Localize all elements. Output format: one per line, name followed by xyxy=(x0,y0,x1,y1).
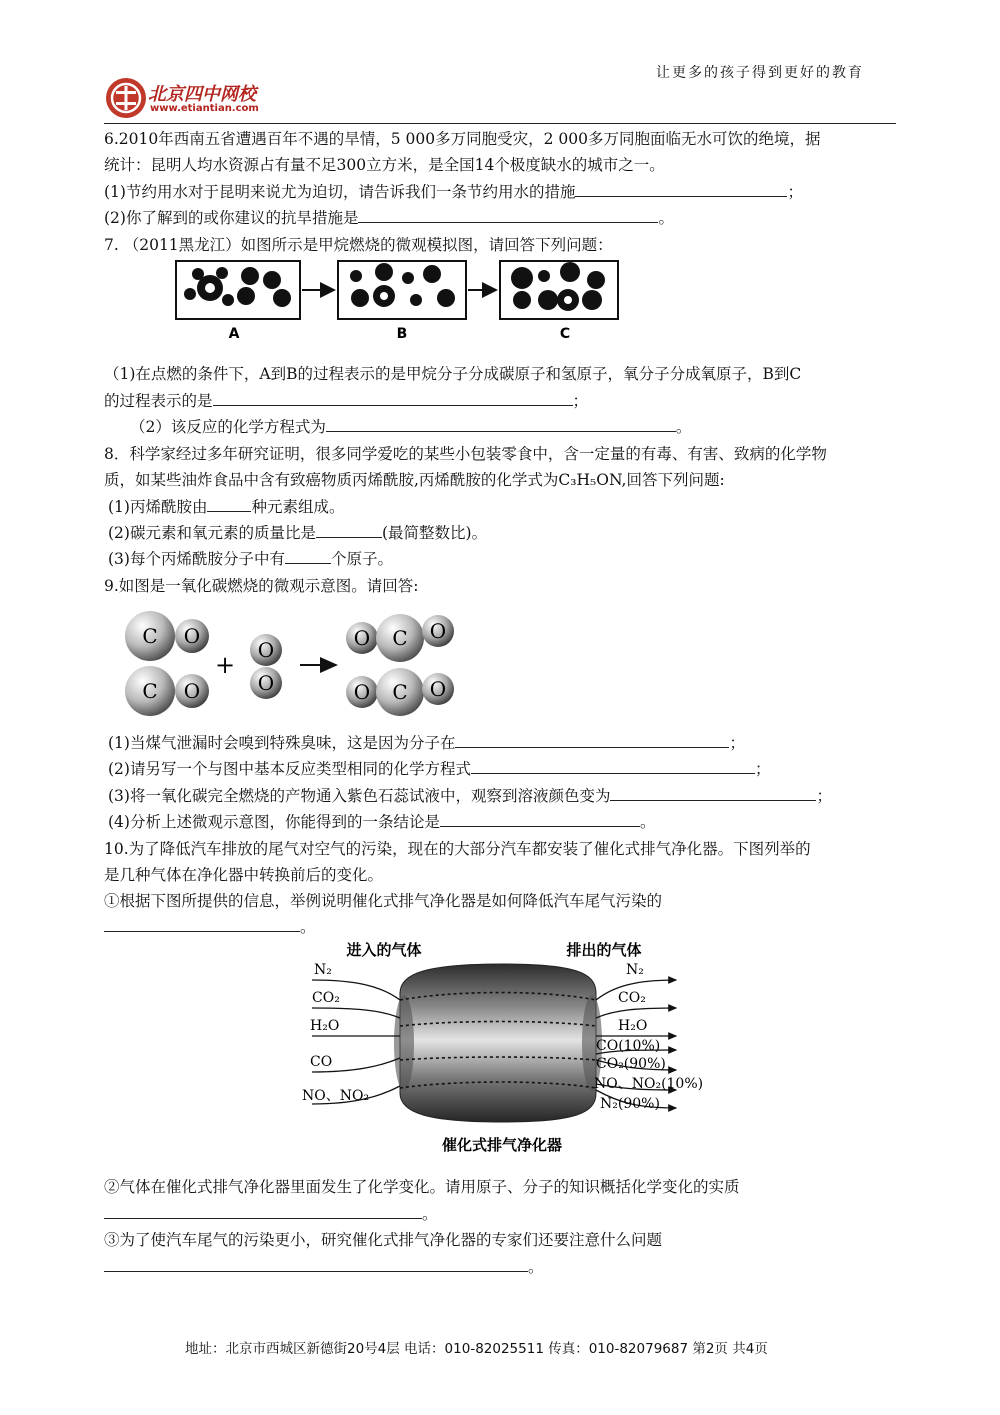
output-gas-co: CO(10%) xyxy=(596,1038,661,1054)
q9-part4 xyxy=(108,811,655,833)
input-gas-h2o: H₂O xyxy=(310,1018,340,1034)
q9-part3 xyxy=(108,785,832,807)
q7-part1a: （1)在点燃的条件下，A到B的过程表示的是甲烷分子分成碳原子和氢原子，氧分子分成氧原子，B到C xyxy=(104,365,802,383)
q10-step2-end: 。 xyxy=(422,1205,438,1223)
input-gas-co: CO xyxy=(310,1054,333,1070)
q10-line2: 是几种气体在净化器中转换前后的变化。 xyxy=(104,866,384,884)
q9-part1-end: ； xyxy=(729,734,745,752)
q7-title: 7. （2011黑龙江）如图所示是甲烷燃烧的微观模拟图，请回答下列问题： xyxy=(104,236,613,254)
diagram-caption: 催化式排气净化器 xyxy=(441,1136,563,1154)
header-divider xyxy=(104,123,896,124)
q9-title: 9.如图是一氧化碳燃烧的微观示意图。请回答: xyxy=(104,577,419,595)
plus-sign: + xyxy=(214,651,236,679)
diagram-in-title: 进入的气体 xyxy=(346,941,422,959)
logo-title: 北京四中网校 xyxy=(148,84,256,105)
q7-part1-blank[interactable] xyxy=(213,391,573,406)
catalytic-converter-diagram xyxy=(296,938,708,1160)
q6-part2-text: (2)你了解到的或你建议的抗旱措施是 xyxy=(104,209,359,227)
q8-line1: 8．科学家经过多年研究证明，很多同学爱吃的某些小包装零食中，含一定量的有毒、有害、致病的化学物 xyxy=(104,445,827,463)
q9-part4-text: (4)分析上述微观示意图，你能得到的一条结论是 xyxy=(108,813,440,831)
q8-part3-tail: 个原子。 xyxy=(330,550,393,568)
q6-part1-blank[interactable] xyxy=(575,182,787,197)
atom-c-label: C xyxy=(142,624,158,648)
q9-part4-end: 。 xyxy=(639,813,656,831)
output-gas-n2-converted: N₂(90%) xyxy=(600,1096,660,1112)
diagram-label-b: B xyxy=(396,326,408,342)
output-gas-n2: N₂ xyxy=(626,962,644,978)
q6-part1 xyxy=(104,181,803,203)
q9-part3-text: (3)将一氧化碳完全燃烧的产物通入紫色石蕊试液中，观察到溶液颜色变为 xyxy=(108,787,611,805)
q10-step1: ①根据下图所提供的信息，举例说明催化式排气净化器是如何降低汽车尾气污染的 xyxy=(104,892,663,910)
q7-part1b xyxy=(104,390,588,412)
atom-c-label: C xyxy=(142,679,158,703)
atom-o-label: O xyxy=(183,679,201,703)
q8-part3 xyxy=(108,548,393,570)
q6-part1-end: ； xyxy=(787,183,803,201)
q6-line2: 统计：昆明人均水资源占有量不足300立方米，是全国14个极度缺水的城市之一。 xyxy=(104,156,665,174)
q9-part2-blank[interactable] xyxy=(471,759,755,774)
q8-part1-text: (1)丙烯酰胺由 xyxy=(108,498,208,516)
q9-part2 xyxy=(108,758,770,780)
diagram-out-title: 排出的气体 xyxy=(566,941,642,959)
q8-part2-tail: (最简整数比)。 xyxy=(381,524,488,542)
q9-part2-end: ； xyxy=(754,760,771,778)
q6-line1: 6.2010年西南五省遭遇百年不遇的旱情，5 000多万同胞受灾，2 000多万同胞面临无水可饮的绝境，据 xyxy=(104,130,821,148)
q7-part2-text: （2）该反应的化学方程式为 xyxy=(130,418,326,436)
input-gas-n2: N₂ xyxy=(314,962,332,978)
atom-o-label: O xyxy=(429,619,447,643)
diagram-label-c: C xyxy=(559,326,571,342)
q9-part3-end: ； xyxy=(816,787,832,805)
atom-o-label: O xyxy=(257,671,275,695)
diagram-label-a: A xyxy=(228,326,240,342)
page-footer: 地址：北京市西城区新德街20号4层 电话：010-82025511 传真：010-82079687 第2页 共4页 xyxy=(185,1341,768,1357)
input-gas-nox: NO、NO₂ xyxy=(302,1088,370,1104)
q7-part2-blank[interactable] xyxy=(326,417,676,432)
q10-step2-answer xyxy=(104,1203,438,1225)
atom-o-label: O xyxy=(257,638,275,662)
q6-part2-end: 。 xyxy=(658,209,674,227)
q10-step3: ③为了使汽车尾气的污染更小，研究催化式排气净化器的专家们还要注意什么问题 xyxy=(104,1231,663,1249)
q8-part2-blank[interactable] xyxy=(316,523,382,538)
atom-o-label: O xyxy=(353,626,371,650)
q8-part1 xyxy=(108,496,344,518)
co-combustion-diagram xyxy=(118,605,468,720)
atom-o-label: O xyxy=(183,624,201,648)
input-gas-co2: CO₂ xyxy=(312,990,340,1006)
q10-step3-blank[interactable] xyxy=(104,1257,528,1272)
q9-part4-blank[interactable] xyxy=(440,812,640,827)
output-gas-co2: CO₂ xyxy=(618,990,646,1006)
output-gas-h2o: H₂O xyxy=(618,1018,648,1034)
q10-step1-blank[interactable] xyxy=(104,917,300,932)
q6-part2-blank[interactable] xyxy=(358,208,658,223)
q8-part2 xyxy=(108,522,487,544)
q10-step1-end: 。 xyxy=(300,918,316,936)
atom-c-label: C xyxy=(392,626,408,650)
q7-part2 xyxy=(130,416,691,438)
q8-part2-text: (2)碳元素和氧元素的质量比是 xyxy=(108,524,316,542)
logo-url: www.etiantian.com xyxy=(150,103,259,114)
q10-step2: ②气体在催化式排气净化器里面发生了化学变化。请用原子、分子的知识概括化学变化的实质 xyxy=(104,1178,740,1196)
atom-c-label: C xyxy=(392,680,408,704)
q7-part2-end: 。 xyxy=(675,418,692,436)
q9-part1-text: (1)当煤气泄漏时会嗅到特殊臭味，这是因为分子在 xyxy=(108,734,456,752)
school-logo-icon xyxy=(104,76,148,120)
q9-part1-blank[interactable] xyxy=(455,733,729,748)
q6-part1-text: (1)节约用水对于昆明来说尤为迫切，请告诉我们一条节约用水的措施 xyxy=(104,183,576,201)
header-slogan: 让更多的孩子得到更好的教育 xyxy=(656,65,864,81)
atom-o-label: O xyxy=(429,677,447,701)
q7-part1-end: ； xyxy=(572,392,589,410)
atom-o-label: O xyxy=(353,680,371,704)
methane-combustion-diagram xyxy=(170,256,620,342)
q10-step1-answer xyxy=(104,916,316,938)
q8-part3-blank[interactable] xyxy=(285,549,331,564)
q7-part1b-text: 的过程表示的是 xyxy=(104,392,213,410)
q6-part2 xyxy=(104,207,674,229)
q8-line2: 质，如某些油炸食品中含有致癌物质丙烯酰胺,丙烯酰胺的化学式为C₃H₅ON,回答下列问题: xyxy=(104,471,725,489)
q10-step3-answer xyxy=(104,1256,544,1278)
q10-step3-end: 。 xyxy=(528,1258,544,1276)
q8-part1-blank[interactable] xyxy=(207,497,251,512)
output-gas-nox: NO、NO₂(10%) xyxy=(594,1076,704,1092)
q8-part3-text: (3)每个丙烯酰胺分子中有 xyxy=(108,550,285,568)
q9-part2-text: (2)请另写一个与图中基本反应类型相同的化学方程式 xyxy=(108,760,471,778)
output-gas-co2-converted: CO₂(90%) xyxy=(596,1056,666,1072)
q9-part3-blank[interactable] xyxy=(610,786,816,801)
q10-step2-blank[interactable] xyxy=(104,1204,422,1219)
q10-line1: 10.为了降低汽车排放的尾气对空气的污染，现在的大部分汽车都安装了催化式排气净化器。下图列举的 xyxy=(104,840,811,858)
q8-part1-tail: 种元素组成。 xyxy=(251,498,345,516)
q9-part1 xyxy=(108,732,745,754)
